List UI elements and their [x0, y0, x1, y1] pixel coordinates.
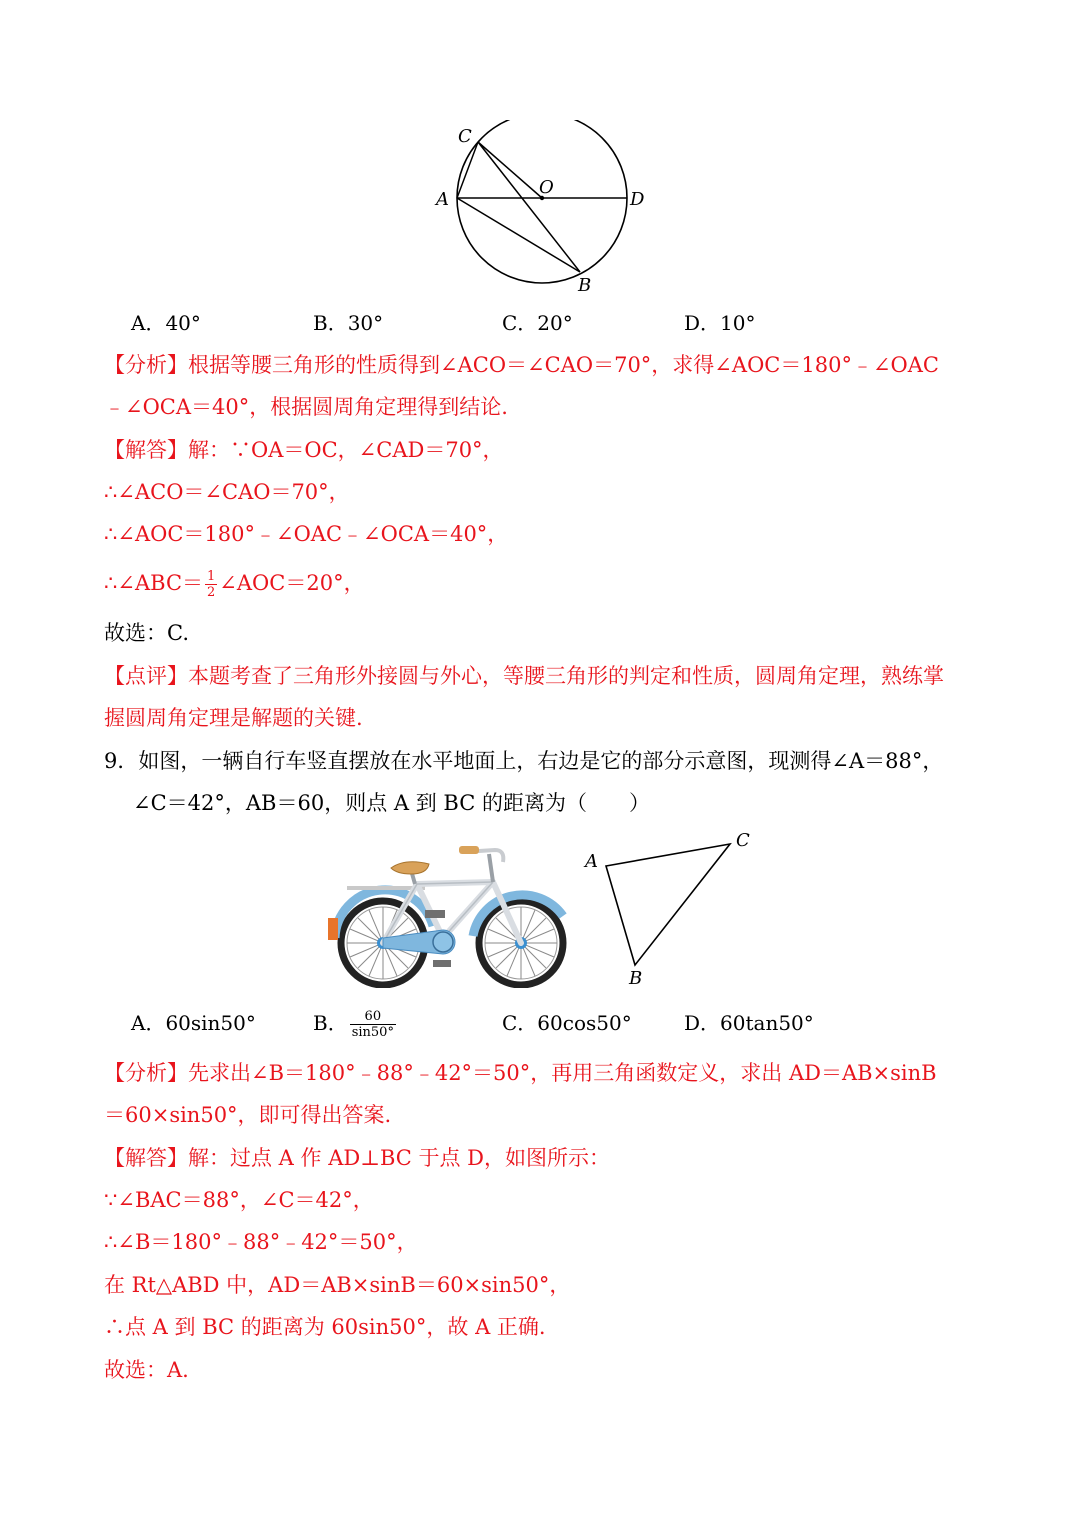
label-d: D: [630, 189, 645, 210]
label-o: O: [539, 177, 554, 198]
bicycle-illustration: [325, 838, 575, 988]
q8-option-a: A．40°: [131, 311, 201, 335]
q9-option-b-fraction: [350, 1009, 396, 1040]
q9-stem-line2: ∠C＝42°，AB＝60，则点 A 到 BC 的距离为（ ）: [133, 791, 650, 815]
q9-option-a: A．60sin50°: [131, 1011, 256, 1035]
fraction-numerator: 60: [350, 1009, 396, 1025]
q8-option-d: D．10°: [684, 311, 756, 335]
fraction-denominator: sin50°: [351, 1025, 394, 1040]
q9-solution-line3: ∴∠B＝180°﹣88°﹣42°＝50°，: [104, 1230, 418, 1254]
label-a: A: [436, 189, 449, 210]
q9-stem-line1: 9．如图，一辆自行车竖直摆放在水平地面上，右边是它的部分示意图，现测得∠A＝88°，: [104, 749, 944, 773]
q9-solution-line4: 在 Rt△ABD 中，AD＝AB×sinB＝60×sin50°，: [104, 1273, 571, 1297]
q8-analysis-line1: 【分析】根据等腰三角形的性质得到∠ACO＝∠CAO＝70°，求得∠AOC＝180°﹣∠OAC: [104, 353, 939, 377]
fraction-denominator: 2: [207, 585, 216, 600]
label-b: B: [629, 968, 643, 988]
q8-analysis-line2: ﹣∠OCA＝40°，根据圆周角定理得到结论.: [104, 395, 508, 419]
q8-comment-line2: 握圆周角定理是解题的关键.: [104, 706, 363, 730]
q8-solution-line2: ∴∠ACO＝∠CAO＝70°，: [104, 480, 350, 504]
q8-solution-line1: 【解答】解：∵OA＝OC，∠CAD＝70°，: [104, 438, 504, 462]
fraction-numerator: 1: [207, 569, 216, 584]
q8-solution-line4-post: ∠AOC＝20°，: [219, 571, 365, 595]
q9-option-b: [313, 1002, 398, 1044]
q9-option-c: C．60cos50°: [502, 1011, 632, 1035]
q8-solution-line4-pre: ∴∠ABC＝: [104, 571, 204, 595]
q9-solution-line1: 【解答】解：过点 A 作 AD⊥BC 于点 D，如图所示：: [104, 1146, 611, 1170]
q9-choice: 故选：A.: [104, 1358, 189, 1382]
triangle-figure: [578, 828, 758, 988]
q8-choice: 故选：C.: [104, 621, 189, 645]
q9-solution-line5: ∴点 A 到 BC 的距离为 60sin50°，故 A 正确.: [104, 1315, 546, 1339]
q9-option-d: D．60tan50°: [684, 1011, 814, 1035]
label-c: C: [736, 830, 750, 851]
q9-option-b-prefix: B．: [313, 1011, 348, 1035]
q8-comment-line1: 【点评】本题考查了三角形外接圆与外心，等腰三角形的判定和性质，圆周角定理，熟练掌: [104, 664, 944, 688]
q8-option-b: B．30°: [313, 311, 384, 335]
circle-figure: [420, 120, 660, 300]
label-b: B: [578, 275, 592, 296]
q9-solution-line2: ∵∠BAC＝88°，∠C＝42°，: [104, 1188, 374, 1212]
q9-analysis-line2: ＝60×sin50°，即可得出答案.: [104, 1103, 392, 1127]
half-fraction: [205, 569, 217, 600]
q8-solution-line3: ∴∠AOC＝180°﹣∠OAC﹣∠OCA＝40°，: [104, 522, 509, 546]
label-a: A: [585, 851, 598, 872]
q8-option-c: C．20°: [502, 311, 573, 335]
q9-analysis-line1: 【分析】先求出∠B＝180°﹣88°﹣42°＝50°，再用三角函数定义，求出 AD＝AB×sinB: [104, 1061, 937, 1085]
label-c: C: [458, 126, 472, 147]
q8-solution-line4: [104, 568, 365, 600]
